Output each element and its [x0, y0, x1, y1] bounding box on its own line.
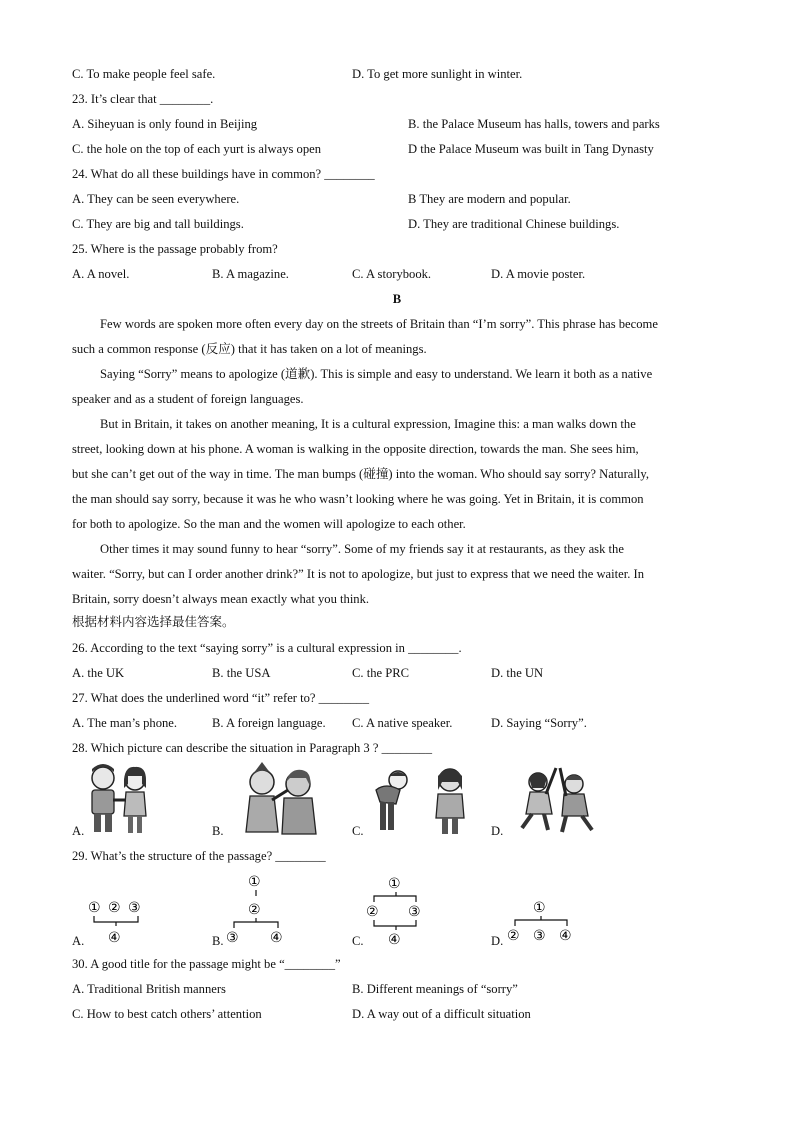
node-1: ①	[88, 900, 101, 916]
q27-option-d: D. Saying “Sorry”.	[491, 716, 587, 730]
q29-option-a: A.	[72, 934, 85, 948]
node-3: ③	[226, 930, 239, 946]
paragraph-line: speaker and as a student of foreign languages.	[72, 392, 304, 406]
node-4: ④	[108, 930, 121, 946]
structure-diagram-b	[222, 868, 294, 946]
q27-option-c: C. A native speaker.	[352, 716, 453, 730]
q30-option-d: D. A way out of a difficult situation	[352, 1007, 531, 1021]
q28-option-a: A.	[72, 824, 85, 838]
high-five-picture	[508, 760, 608, 838]
argument-picture	[232, 760, 324, 838]
handshake-picture	[80, 760, 160, 838]
q23-stem: 23. It’s clear that ________.	[72, 92, 214, 106]
section-heading: B	[392, 292, 402, 306]
q23-option-c: C. the hole on the top of each yurt is always open	[72, 142, 322, 156]
node-1: ①	[533, 900, 546, 916]
q29-option-c: C.	[352, 934, 364, 948]
q24-option-c: C. They are big and tall buildings.	[72, 217, 244, 231]
paragraph-line: Saying “Sorry” means to apologize (道歉). This is simple and easy to understand. We learn it both as a native	[100, 367, 653, 381]
q26-stem: 26. According to the text “saying sorry” is a cultural expression in ________.	[72, 641, 462, 655]
paragraph-line: Britain, sorry doesn’t always mean exactly what you think.	[72, 592, 370, 606]
structure-diagram-d	[505, 896, 577, 946]
q25-option-a: A. A novel.	[72, 267, 130, 281]
node-2: ②	[366, 904, 379, 920]
node-4: ④	[559, 928, 572, 944]
paragraph-line: waiter. “Sorry, but can I order another drink?” It is not to apologize, but just to express that we need the waiter. In	[72, 567, 645, 581]
q26-option-d: D. the UN	[491, 666, 544, 680]
q25-option-d: D. A movie poster.	[491, 267, 586, 281]
q26-option-c: C. the PRC	[352, 666, 410, 680]
paragraph-3	[72, 412, 722, 537]
node-1: ①	[248, 874, 261, 890]
node-3: ③	[408, 904, 421, 920]
q27-option-b: B. A foreign language.	[212, 716, 326, 730]
q22-option-c: C. To make people feel safe.	[72, 67, 216, 81]
structure-diagram-a	[86, 896, 150, 946]
q24-option-b: B They are modern and popular.	[408, 192, 571, 206]
q24-option-a: A. They can be seen everywhere.	[72, 192, 240, 206]
paragraph-4	[72, 537, 722, 612]
q28-option-d: D.	[491, 824, 504, 838]
paragraph-line: but she can’t get out of the way in time. The man bumps (碰撞) into the woman. Who should say sorry? Naturally,	[72, 467, 649, 481]
q23-option-a: A. Siheyuan is only found in Beijing	[72, 117, 258, 131]
node-2: ②	[507, 928, 520, 944]
q27-stem: 27. What does the underlined word “it” refer to? ________	[72, 691, 370, 705]
structure-diagram-c	[364, 872, 428, 946]
q30-option-c: C. How to best catch others’ attention	[72, 1007, 262, 1021]
apology-picture	[366, 760, 476, 838]
node-4: ④	[388, 932, 401, 946]
q25-option-b: B. A magazine.	[212, 267, 289, 281]
node-4: ④	[270, 930, 283, 946]
q25-stem: 25. Where is the passage probably from?	[72, 242, 278, 256]
node-3: ③	[128, 900, 141, 916]
q28-stem: 28. Which picture can describe the situation in Paragraph 3 ? ________	[72, 741, 432, 755]
q30-stem: 30. A good title for the passage might be “________”	[72, 957, 341, 971]
q30-option-b: B. Different meanings of “sorry”	[352, 982, 518, 996]
q28-option-b: B.	[212, 824, 224, 838]
q28-option-c: C.	[352, 824, 364, 838]
paragraph-line: Other times it may sound funny to hear “sorry”. Some of my friends say it at restaurants, as they ask the	[100, 542, 624, 556]
q30-option-a: A. Traditional British manners	[72, 982, 226, 996]
paragraph-line: for both to apologize. So the man and the women will apologize to each other.	[72, 517, 466, 531]
node-2: ②	[108, 900, 121, 916]
q22-option-d: D. To get more sunlight in winter.	[352, 67, 523, 81]
node-1: ①	[388, 876, 401, 892]
paragraph-1	[72, 312, 722, 362]
node-3: ③	[533, 928, 546, 944]
paragraph-line: such a common response (反应) that it has taken on a lot of meanings.	[72, 342, 427, 356]
q24-option-d: D. They are traditional Chinese buildings.	[408, 217, 620, 231]
q26-option-a: A. the UK	[72, 666, 125, 680]
q27-option-a: A. The man’s phone.	[72, 716, 178, 730]
paragraph-2	[72, 362, 722, 412]
q26-option-b: B. the USA	[212, 666, 271, 680]
paragraph-line: But in Britain, it takes on another meaning, It is a cultural expression, Imagine this: a man walks down the	[100, 417, 636, 431]
paragraph-line: the man should say sorry, because it was he who wasn’t looking where he was going. Yet in Britain, it is common	[72, 492, 644, 506]
q24-stem: 24. What do all these buildings have in common? ________	[72, 167, 375, 181]
paragraph-line: Few words are spoken more often every day on the streets of Britain than “I’m sorry”. This phrase has become	[100, 317, 658, 331]
paragraph-line: street, looking down at his phone. A woman is walking in the opposite direction, towards the man. She sees him,	[72, 442, 639, 456]
q23-option-d: D the Palace Museum was built in Tang Dynasty	[408, 142, 654, 156]
q29-option-d: D.	[491, 934, 504, 948]
q29-option-b: B.	[212, 934, 224, 948]
q25-option-c: C. A storybook.	[352, 267, 432, 281]
instruction: 根据材料内容选择最佳答案。	[72, 614, 235, 629]
q23-option-b: B. the Palace Museum has halls, towers and parks	[408, 117, 660, 131]
q29-stem: 29. What’s the structure of the passage? ________	[72, 849, 326, 863]
node-2: ②	[248, 902, 261, 918]
